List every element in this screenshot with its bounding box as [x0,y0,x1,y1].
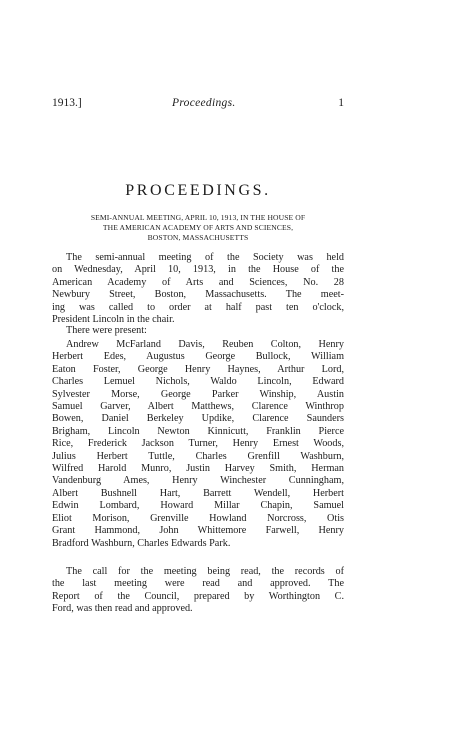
meeting-subheading [52,213,344,243]
attendee-line: Charles Lemuel Nichols, Waldo Lincoln, Edward [52,376,344,388]
attendee-line: Herbert Edes, Augustus George Bullock, William [52,351,344,363]
paragraph-line: Newbury Street, Boston, Massachusetts. The meet- [52,289,344,301]
paragraph-line: The semi-annual meeting of the Society was held [66,252,344,263]
attendee-line: Julius Herbert Tuttle, Charles Grenfill Washburn, [52,450,344,462]
running-head-year: 1913.] [52,97,82,109]
attendee-line: Samuel Garver, Albert Matthews, Clarence Winthrop [52,401,344,413]
closing-paragraph [52,566,344,616]
attendee-line: Eliot Morison, Grenville Howland Norcross, Otis [52,512,344,524]
paragraph-line: ing was called to order at half past ten o'clock, [52,301,344,313]
subheading-line: THE AMERICAN ACADEMY OF ARTS AND SCIENCES, [102,223,294,232]
attendee-line: Vandenburg Ames, Henry Winchester Cunningham, [52,475,344,487]
opening-paragraph [52,252,344,326]
paragraph-line: Ford, was then read and approved. [52,603,193,615]
paragraph-line: American Academy of Arts and Sciences, No. 28 [52,276,344,288]
attendee-line: Rice, Frederick Jackson Turner, Henry Ernest Woods, [52,438,344,450]
attendee-line: Bradford Washburn, Charles Edwards Park. [52,537,231,549]
paragraph-line: The call for the meeting being read, the records of [66,566,344,577]
paragraph-line: Report of the Council, prepared by Worthington C. [52,590,344,602]
paragraph-line: President Lincoln in the chair. [52,314,175,326]
running-head [52,97,344,113]
paragraph-line: There were present: [66,325,147,336]
attendee-line: Grant Hammond, John Whittemore Farwell, Henry [52,525,344,537]
attendee-line: Andrew McFarland Davis, Reuben Colton, Henry [66,339,344,350]
attendee-line: Brigham, Lincoln Newton Kinnicutt, Franklin Pierce [52,425,344,437]
attendee-list [52,339,344,550]
subheading-line: SEMI-ANNUAL MEETING, APRIL 10, 1913, IN THE HOUSE OF [90,213,306,222]
attendee-line: Wilfred Harold Munro, Justin Harvey Smith, Herman [52,463,344,475]
page-number: 1 [338,97,344,109]
paragraph-line: the last meeting were read and approved. The [52,578,344,590]
attendee-line: Eaton Foster, George Henry Haynes, Arthur Lord, [52,363,344,375]
attendee-line: Bowen, Daniel Berkeley Updike, Clarence Saunders [52,413,344,425]
subheading-line: BOSTON, MASSACHUSETTS [147,233,249,242]
attendee-line: Edwin Lombard, Howard Millar Chapin, Samuel [52,500,344,512]
paragraph-line: on Wednesday, April 10, 1913, in the House of the [52,264,344,276]
attendee-line: Albert Bushnell Hart, Barrett Wendell, Herbert [52,487,344,499]
running-head-title: Proceedings. [172,97,236,109]
section-title: PROCEEDINGS. [125,182,271,199]
present-intro [52,325,344,337]
attendee-line: Sylvester Morse, George Parker Winship, Austin [52,388,344,400]
